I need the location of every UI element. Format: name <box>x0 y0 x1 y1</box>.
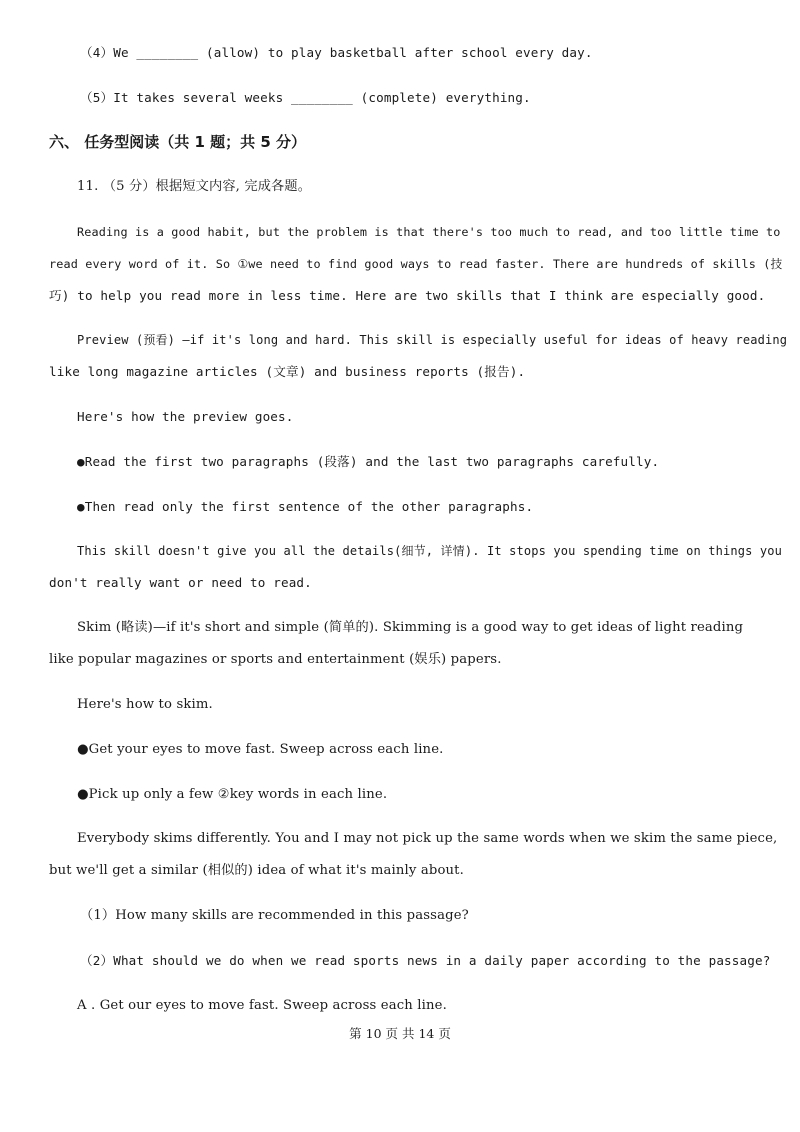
passage-line: Skim (略读)—if it's short and simple (简单的). Skimming is a good way to get ideas of light reading <box>77 620 744 635</box>
passage-line: 巧) to help you read more in less time. Here are two skills that I think are especially good. <box>49 288 766 303</box>
option-a: A . Get our eyes to move fast. Sweep across each line. <box>77 998 447 1013</box>
passage-line: Everybody skims differently. You and I may not pick up the same words when we skim the same piece, <box>77 831 778 846</box>
question-intro: 11. （5 分）根据短文内容, 完成各题。 <box>77 179 312 194</box>
section-title: 六、 任务型阅读（共 1 题；共 5 分） <box>49 133 306 151</box>
passage-bullet: ●Then read only the first sentence of the other paragraphs. <box>77 499 534 514</box>
passage-bullet: ●Read the first two paragraphs (段落) and the last two paragraphs carefully. <box>77 454 660 469</box>
sub-question-1: （1）How many skills are recommended in this passage? <box>80 908 469 923</box>
passage-bullet: ●Pick up only a few ②key words in each line. <box>77 787 388 802</box>
passage-line: Preview (预看) —if it's long and hard. This skill is especially useful for ideas of heavy reading <box>77 333 788 347</box>
passage-line: but we'll get a similar (相似的) idea of what it's mainly about. <box>49 863 464 878</box>
page-footer: 第 10 页 共 14 页 <box>349 1026 451 1041</box>
passage-line: This skill doesn't give you all the details(细节, 详情). It stops you spending time on things you <box>77 544 782 558</box>
question-4: （4）We ________ (allow) to play basketball after school every day. <box>80 45 593 60</box>
passage-line: Reading is a good habit, but the problem is that there's too much to read, and too little time to <box>77 225 781 239</box>
sub-question-2: （2）What should we do when we read sports news in a daily paper according to the passage? <box>80 953 771 968</box>
passage-line: like popular magazines or sports and entertainment (娱乐) papers. <box>49 652 502 667</box>
passage-line: Here's how to skim. <box>77 697 213 712</box>
question-5: （5）It takes several weeks ________ (complete) everything. <box>80 90 531 105</box>
passage-line: read every word of it. So ①we need to find good ways to read faster. There are hundreds of skills (技 <box>49 257 783 271</box>
passage-bullet: ●Get your eyes to move fast. Sweep across each line. <box>77 742 444 757</box>
passage-line: like long magazine articles (文章) and business reports (报告). <box>49 364 526 379</box>
passage-line: Here's how the preview goes. <box>77 409 294 424</box>
passage-line: don't really want or need to read. <box>49 575 312 590</box>
